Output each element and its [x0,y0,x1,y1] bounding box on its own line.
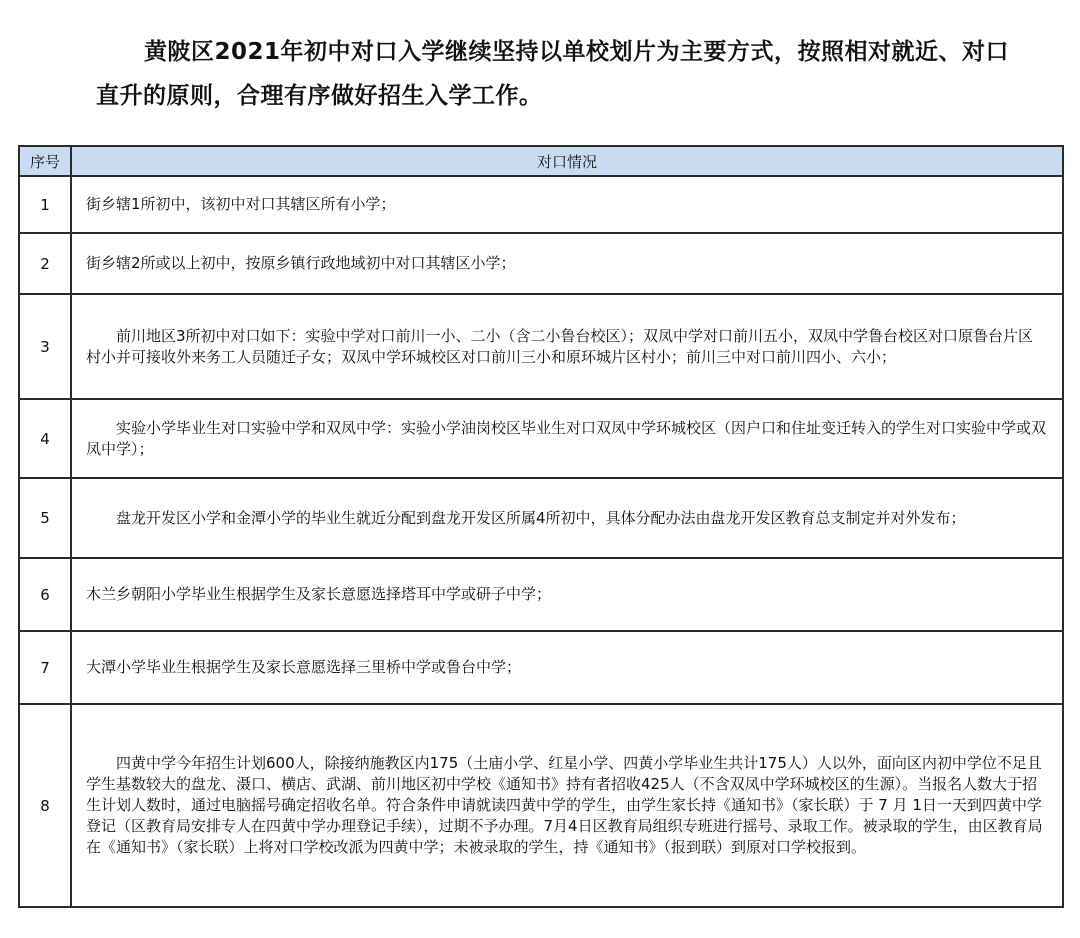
row-text-content: 盘龙开发区小学和金潭小学的毕业生就近分配到盘龙开发区所属4所初中，具体分配办法由盘龙开发区教育总支制定并对外发布； [116,508,966,527]
row-text-content: 四黄中学今年招生计划600人，除接纳施教区内175（土庙小学、红星小学、四黄小学毕业生共计175人）人以外，面向区内初中学位不足且学生基数较大的盘龙、滠口、横店、武湖、前川地区初中学校《通知书》持有者招收425人（不含双凤中学环城校区的生源）。当报名人数大于招生计划人数时，通过电脑摇号确定招收名单。符合条件申请就读四黄中学的学生，由学生家长持《通知书》（家长联）于 7 月 1日一天到四黄中学登记（区教育局安排专人在四黄中学办理登记手续），过期不予办理。7月4日区教育局组织专班进行摇号、录取工作。被录取的学生，由区教育局在《通知书》（家长联）上将对口学校改派为四黄中学；未被录取的学生，持《通知书》（报到联）到原对口学校报到。 [86,754,1043,856]
row-number: 7 [19,631,71,704]
row-number: 1 [19,176,71,233]
row-text-content: 大潭小学毕业生根据学生及家长意愿选择三里桥中学或鲁台中学； [86,658,522,676]
table-row [19,478,1063,558]
row-text [71,631,1063,704]
row-text [71,233,1063,294]
row-text-content: 前川地区3所初中对口如下：实验中学对口前川一小、二小（含二小鲁台校区）；双凤中学对口前川五小，双凤中学鲁台校区对口原鲁台片区村小并可接收外来务工人员随迁子女；双凤中学环城校区对口前川三小和原环城片区村小；前川三中对口前川四小、六小； [86,326,1034,366]
row-number: 5 [19,478,71,558]
row-number: 4 [19,399,71,478]
table-row [19,399,1063,478]
row-number: 8 [19,704,71,907]
intro-paragraph: 黄陂区2021年初中对口入学继续坚持以单校划片为主要方式，按照相对就近、对口直升的原则，合理有序做好招生入学工作。 [96,39,1010,109]
table-row [19,176,1063,233]
row-text [71,294,1063,399]
row-text-content: 实验小学毕业生对口实验中学和双凤中学：实验小学油岗校区毕业生对口双凤中学环城校区（因户口和住址变迁转入的学生对口实验中学或双凤中学）； [86,418,1047,458]
table-row [19,704,1063,907]
table-row [19,631,1063,704]
row-number: 2 [19,233,71,294]
row-number: 6 [19,558,71,631]
header-number: 序号 [19,146,71,176]
row-text-content: 街乡辖2所或以上初中，按原乡镇行政地域初中对口其辖区小学； [86,254,516,272]
row-number: 3 [19,294,71,399]
row-text [71,478,1063,558]
row-text [71,399,1063,478]
row-text-content: 街乡辖1所初中，该初中对口其辖区所有小学； [86,195,396,213]
admission-table [18,145,1064,908]
table-row [19,294,1063,399]
table-row [19,558,1063,631]
row-text [71,704,1063,907]
table-row [19,233,1063,294]
table-header-row [19,146,1063,176]
row-text [71,176,1063,233]
row-text [71,558,1063,631]
header-situation: 对口情况 [71,146,1063,176]
row-text-content: 木兰乡朝阳小学毕业生根据学生及家长意愿选择塔耳中学或研子中学； [86,585,552,603]
